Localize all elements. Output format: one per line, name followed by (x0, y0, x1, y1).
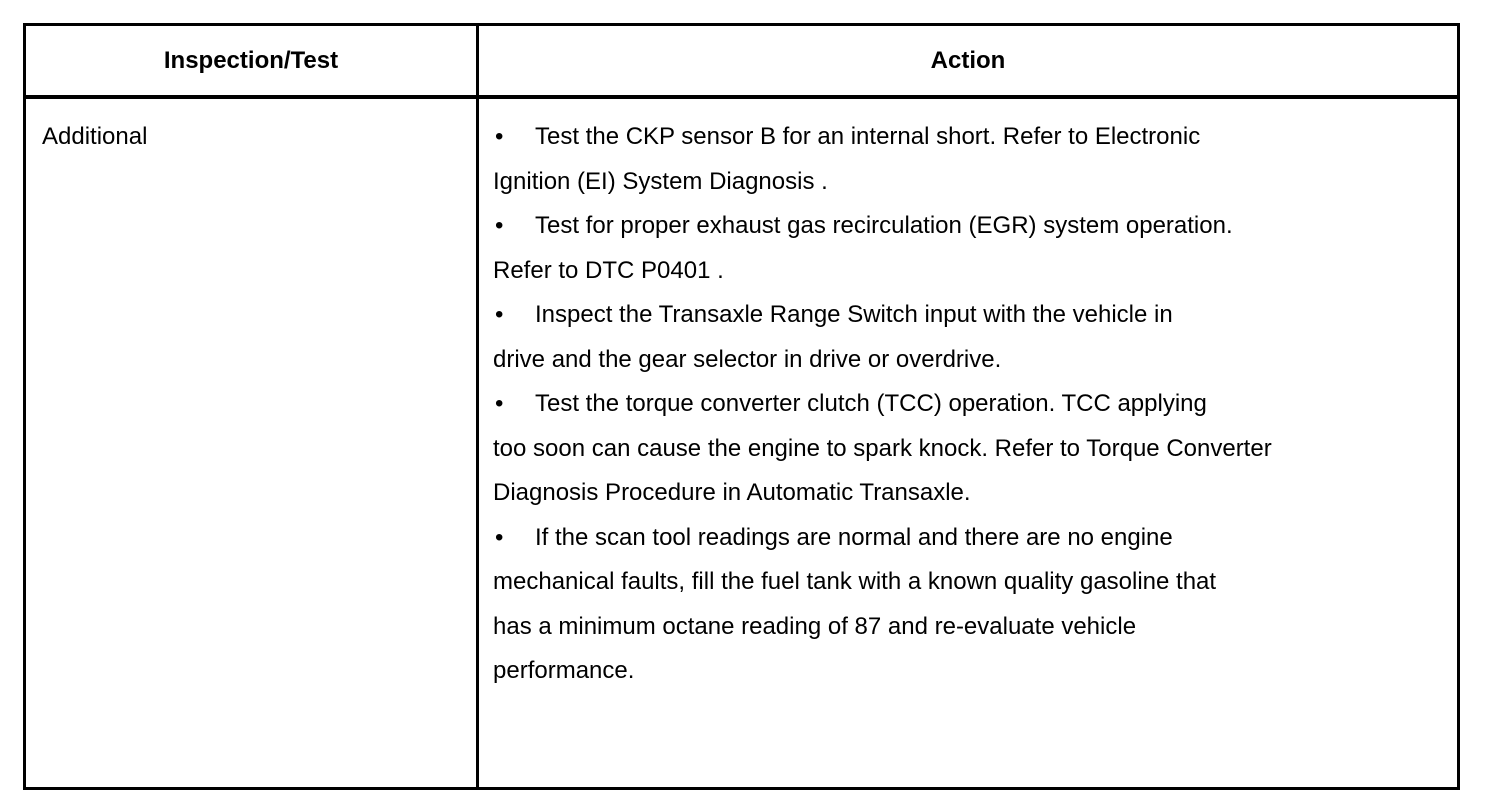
action-line-text: Ignition (EI) System Diagnosis . (493, 167, 828, 195)
action-bullet-line (493, 516, 1443, 561)
column-divider (476, 26, 479, 787)
diagnostic-table (23, 23, 1460, 790)
action-line-text: drive and the gear selector in drive or overdrive. (493, 345, 1002, 373)
action-continuation-line (493, 249, 1443, 294)
action-continuation-line (493, 605, 1443, 650)
header-action: Action (930, 46, 1006, 74)
action-line-text: has a minimum octane reading of 87 and re-evaluate vehicle (493, 612, 1137, 640)
action-line-text: Refer to DTC P0401 . (493, 256, 724, 284)
action-line-text: performance. (493, 657, 635, 684)
action-line-text: If the scan tool readings are normal and there are no engine (535, 523, 1173, 551)
bullet-icon: • (495, 212, 504, 239)
bullet-icon: • (495, 123, 504, 150)
bullet-icon: • (495, 390, 504, 417)
action-line-text: Test the torque converter clutch (TCC) operation. TCC applying (535, 390, 1207, 417)
action-bullet-line (493, 382, 1443, 427)
action-continuation-line (493, 338, 1443, 383)
action-continuation-line (493, 471, 1443, 516)
action-continuation-line (493, 649, 1443, 694)
action-continuation-line (493, 427, 1443, 472)
action-line-text: Inspect the Transaxle Range Switch input with the vehicle in (535, 301, 1173, 328)
bullet-icon: • (495, 523, 504, 551)
action-continuation-line (493, 160, 1443, 205)
header-divider (26, 95, 1457, 99)
action-line-text: Test the CKP sensor B for an internal short. Refer to Electronic (535, 123, 1201, 150)
action-continuation-line (493, 560, 1443, 605)
action-line-text: mechanical faults, fill the fuel tank with a known quality gasoline that (493, 568, 1217, 595)
cell-inspection-additional: Additional (42, 123, 148, 150)
action-line-text: Diagnosis Procedure in Automatic Transaxle. (493, 479, 971, 506)
bullet-icon: • (495, 301, 504, 328)
cell-action-text (493, 115, 1443, 694)
header-inspection-test: Inspection/Test (163, 46, 339, 74)
action-line-text: too soon can cause the engine to spark knock. Refer to Torque Converter (493, 434, 1272, 462)
action-bullet-line (493, 293, 1443, 338)
action-bullet-line (493, 204, 1443, 249)
action-bullet-line (493, 115, 1443, 160)
action-line-text: Test for proper exhaust gas recirculation (EGR) system operation. (535, 212, 1233, 239)
